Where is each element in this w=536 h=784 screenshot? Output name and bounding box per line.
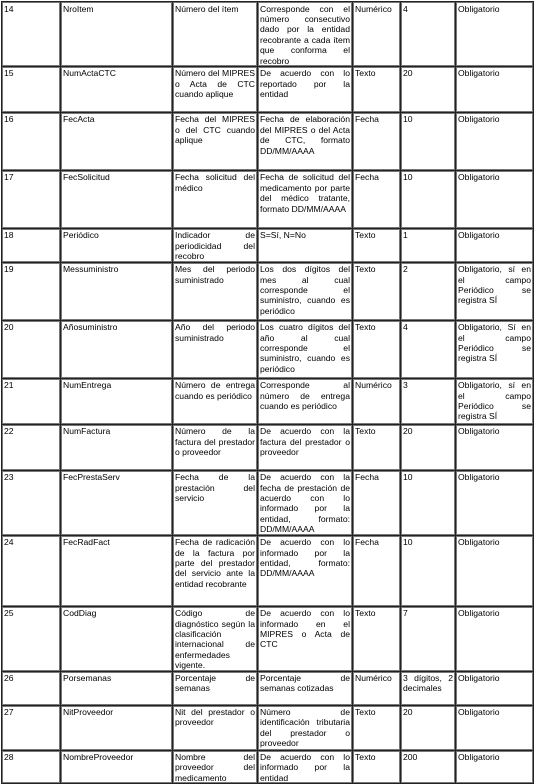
description-cell: Nit del prestador o proveedor [173, 706, 258, 751]
table-row [2, 2, 534, 67]
requirement-cell: Obligatorio, sí en el campo Periódico se registra SÍ [456, 379, 534, 425]
description-cell: Porcentaje de semanas [173, 672, 258, 706]
length-cell: 1 [401, 229, 456, 263]
description-cell: Número del MIPRES o Acta de CTC cuando aplique [173, 67, 258, 113]
requirement-cell: Obligatorio [456, 706, 534, 751]
requirement-cell: Obligatorio [456, 229, 534, 263]
table-row [2, 263, 534, 321]
table-row [2, 321, 534, 379]
length-cell: 2 [401, 263, 456, 321]
row-number-cell: 22 [2, 425, 61, 471]
row-number-cell: 16 [2, 113, 61, 171]
description-cell: Número del ítem [173, 2, 258, 67]
field-name-cell: NombreProveedor [61, 751, 173, 784]
table-body [2, 2, 534, 784]
data-type-cell: Numérico [353, 2, 401, 67]
length-cell: 3 dígitos, 2 decimales [401, 672, 456, 706]
description-cell: Indicador de periodicidad del recobro [173, 229, 258, 263]
table-row [2, 536, 534, 607]
detail-cell: De acuerdo con la factura del prestador o proveedor [258, 425, 353, 471]
length-cell: 10 [401, 113, 456, 171]
detail-cell: S=Sí, N=No [258, 229, 353, 263]
detail-cell: De acuerdo con lo reportado por la entidad [258, 67, 353, 113]
row-number-cell: 23 [2, 471, 61, 536]
description-cell: Fecha solicitud del médico [173, 171, 258, 229]
data-type-cell: Fecha [353, 113, 401, 171]
description-cell: Número de entrega cuando es periódico [173, 379, 258, 425]
table-row [2, 607, 534, 672]
description-cell: Fecha del MIPRES o del CTC cuando aplique [173, 113, 258, 171]
row-number-cell: 25 [2, 607, 61, 672]
row-number-cell: 18 [2, 229, 61, 263]
requirement-cell: Obligatorio [456, 536, 534, 607]
data-type-cell: Texto [353, 67, 401, 113]
description-cell: Mes del periodo suministrado [173, 263, 258, 321]
row-number-cell: 20 [2, 321, 61, 379]
detail-cell: Los cuatro dígitos del año al cual corresponde el suministro, cuando es periódico [258, 321, 353, 379]
field-name-cell: Porsemanas [61, 672, 173, 706]
data-type-cell: Texto [353, 425, 401, 471]
row-number-cell: 24 [2, 536, 61, 607]
description-cell: Fecha de radicación de la factura por parte del prestador del servicio ante la entidad recobrante [173, 536, 258, 607]
detail-cell: Número de identificación tributaria del prestador o proveedor [258, 706, 353, 751]
detail-cell: Los dos dígitos del mes al cual corresponde el suministro, cuando es periódico [258, 263, 353, 321]
length-cell: 20 [401, 425, 456, 471]
requirement-cell: Obligatorio [456, 2, 534, 67]
table-row [2, 751, 534, 784]
table-row [2, 425, 534, 471]
field-name-cell: NitProveedor [61, 706, 173, 751]
field-name-cell: FecRadFact [61, 536, 173, 607]
length-cell: 10 [401, 171, 456, 229]
field-name-cell: CodDiag [61, 607, 173, 672]
row-number-cell: 17 [2, 171, 61, 229]
row-number-cell: 27 [2, 706, 61, 751]
requirement-cell: Obligatorio, sí en el campo Periódico se registra SÍ [456, 263, 534, 321]
field-name-cell: NumFactura [61, 425, 173, 471]
data-type-cell: Texto [353, 321, 401, 379]
data-type-cell: Texto [353, 607, 401, 672]
description-cell: Año del periodo suministrado [173, 321, 258, 379]
requirement-cell: Obligatorio [456, 425, 534, 471]
data-type-cell: Fecha [353, 536, 401, 607]
detail-cell: De acuerdo con lo informado por la entidad [258, 751, 353, 784]
data-type-cell: Texto [353, 263, 401, 321]
requirement-cell: Obligatorio [456, 171, 534, 229]
length-cell: 4 [401, 321, 456, 379]
table-row [2, 672, 534, 706]
detail-cell: De acuerdo con lo informado en el MIPRES o Acta de CTC [258, 607, 353, 672]
field-name-cell: FecSolicitud [61, 171, 173, 229]
detail-cell: Fecha de elaboración del MIPRES o del Acta de CTC, formato DD/MM/AAAA [258, 113, 353, 171]
field-name-cell: Messuministro [61, 263, 173, 321]
description-cell: Fecha de la prestación del servicio [173, 471, 258, 536]
data-type-cell: Texto [353, 706, 401, 751]
length-cell: 10 [401, 471, 456, 536]
length-cell: 20 [401, 706, 456, 751]
detail-cell: Fecha de solicitud del medicamento por parte del médico tratante, formato DD/MM/AAAA [258, 171, 353, 229]
description-cell: Número de la factura del prestador o proveedor [173, 425, 258, 471]
data-type-cell: Fecha [353, 471, 401, 536]
data-type-cell: Texto [353, 751, 401, 784]
requirement-cell: Obligatorio [456, 672, 534, 706]
field-name-cell: Añosuministro [61, 321, 173, 379]
table-row [2, 229, 534, 263]
table-row [2, 171, 534, 229]
row-number-cell: 21 [2, 379, 61, 425]
data-type-cell: Numérico [353, 672, 401, 706]
field-name-cell: Periódico [61, 229, 173, 263]
detail-cell: De acuerdo con la fecha de prestación de acuerdo con lo informado por la entidad, formato: DD/MM/AAAA [258, 471, 353, 536]
field-name-cell: NumEntrega [61, 379, 173, 425]
table-row [2, 379, 534, 425]
detail-cell: Corresponde con el número consecutivo dado por la entidad recobrante a cada ítem que conforma el recobro [258, 2, 353, 67]
length-cell: 7 [401, 607, 456, 672]
requirement-cell: Obligatorio [456, 67, 534, 113]
row-number-cell: 15 [2, 67, 61, 113]
field-name-cell: FecPrestaServ [61, 471, 173, 536]
row-number-cell: 19 [2, 263, 61, 321]
requirement-cell: Obligatorio [456, 607, 534, 672]
detail-cell: Corresponde al número de entrega cuando es periódico [258, 379, 353, 425]
length-cell: 20 [401, 67, 456, 113]
requirement-cell: Obligatorio [456, 751, 534, 784]
row-number-cell: 26 [2, 672, 61, 706]
table-row [2, 706, 534, 751]
detail-cell: Porcentaje de semanas cotizadas [258, 672, 353, 706]
field-name-cell: NumActaCTC [61, 67, 173, 113]
requirement-cell: Obligatorio, Sí en el campo Periódico se registra SÍ [456, 321, 534, 379]
row-number-cell: 14 [2, 2, 61, 67]
requirement-cell: Obligatorio [456, 113, 534, 171]
length-cell: 10 [401, 536, 456, 607]
requirement-cell: Obligatorio [456, 471, 534, 536]
field-spec-table [1, 1, 534, 784]
table-row [2, 113, 534, 171]
description-cell: Nombre del proveedor del medicamento [173, 751, 258, 784]
length-cell: 4 [401, 2, 456, 67]
data-type-cell: Fecha [353, 171, 401, 229]
data-type-cell: Texto [353, 229, 401, 263]
row-number-cell: 28 [2, 751, 61, 784]
length-cell: 200 [401, 751, 456, 784]
description-cell: Código de diagnóstico según la clasificación internacional de enfermedades vigente. [173, 607, 258, 672]
table-row [2, 67, 534, 113]
length-cell: 3 [401, 379, 456, 425]
detail-cell: De acuerdo con lo informado por la entidad, formato: DD/MM/AAAA [258, 536, 353, 607]
field-name-cell: NroItem [61, 2, 173, 67]
data-type-cell: Numérico [353, 379, 401, 425]
table-row [2, 471, 534, 536]
field-name-cell: FecActa [61, 113, 173, 171]
